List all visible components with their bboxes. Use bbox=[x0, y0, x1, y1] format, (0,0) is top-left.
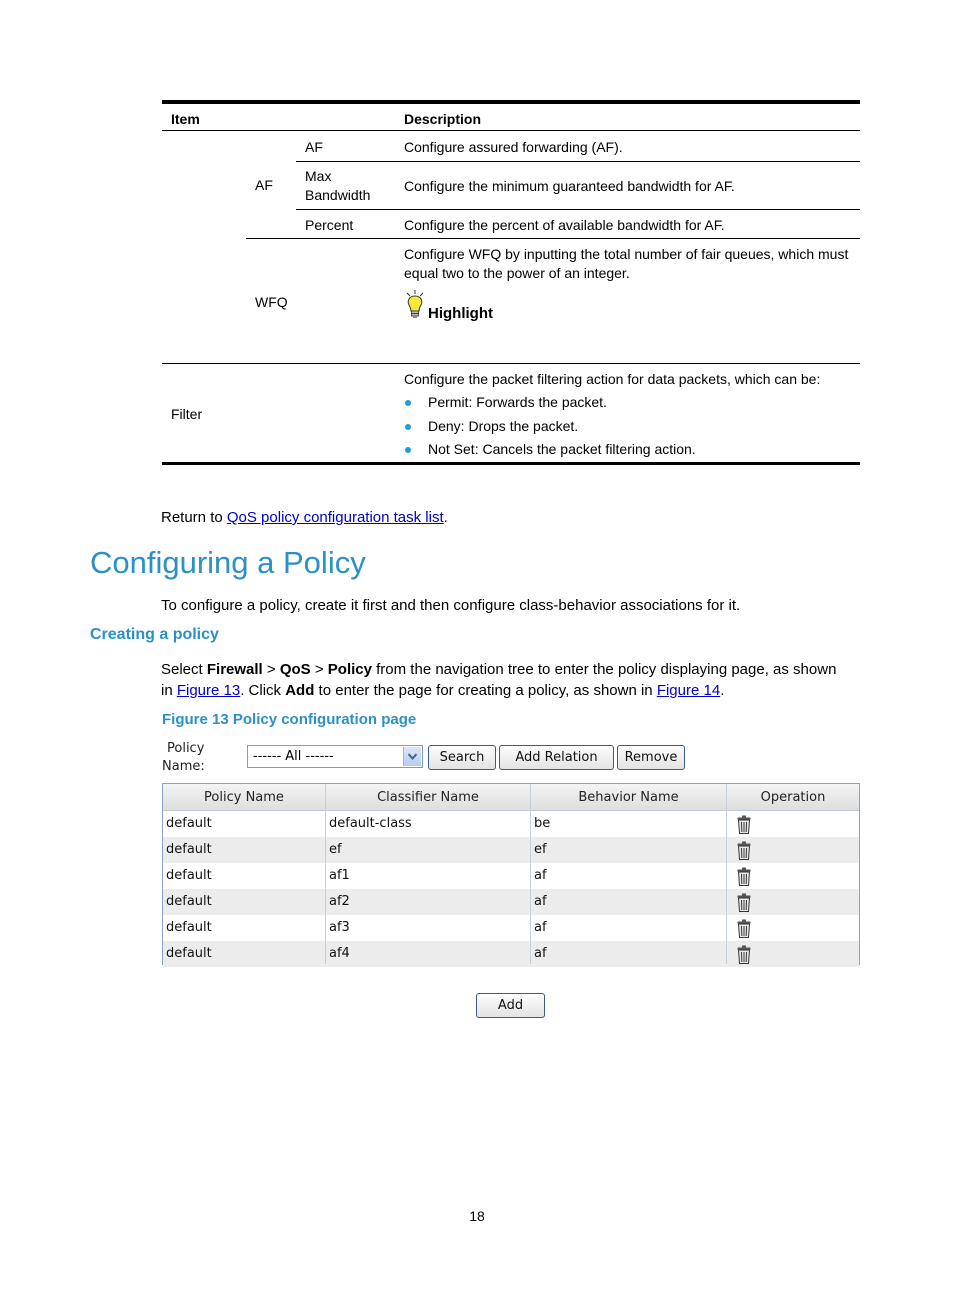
trash-icon[interactable] bbox=[737, 815, 751, 839]
max-bandwidth-item-line1: Max bbox=[305, 168, 332, 184]
wfq-desc-line1: Configure WFQ by inputting the total number of fair queues, which must bbox=[404, 246, 849, 262]
cell-behavior-name: af bbox=[534, 868, 547, 883]
cell-behavior-name: ef bbox=[534, 842, 547, 857]
bullet-dot bbox=[405, 424, 411, 430]
filter-bullet: Permit: Forwards the packet. bbox=[428, 394, 607, 410]
section-heading: Configuring a Policy bbox=[90, 545, 366, 580]
row-divider bbox=[296, 209, 860, 210]
table-row bbox=[163, 863, 859, 889]
cell-classifier-name: af3 bbox=[329, 920, 350, 935]
table-row bbox=[163, 941, 859, 967]
trash-icon[interactable] bbox=[737, 841, 751, 865]
cell-behavior-name: af bbox=[534, 946, 547, 961]
cell-policy-name: default bbox=[166, 816, 212, 831]
table-top-rule bbox=[162, 100, 860, 104]
page-number: 18 bbox=[469, 1208, 485, 1224]
filter-bullet: Deny: Drops the packet. bbox=[428, 418, 579, 434]
policy-table-header bbox=[163, 784, 859, 811]
return-line: Return to QoS policy configuration task list. bbox=[161, 509, 448, 526]
percent-item: Percent bbox=[305, 217, 354, 233]
column-header-operation: Operation bbox=[760, 790, 826, 805]
table-bottom-rule bbox=[162, 462, 860, 465]
task-list-link[interactable]: QoS policy configuration task list bbox=[226, 509, 444, 526]
wfq-label: WFQ bbox=[255, 294, 288, 310]
max-bandwidth-desc: Configure the minimum guaranteed bandwidth for AF. bbox=[404, 178, 735, 194]
wfq-desc-line2: equal two to the power of an integer. bbox=[404, 265, 630, 281]
table-header-rule bbox=[162, 130, 860, 131]
column-divider bbox=[530, 784, 531, 964]
policy-name-label-line1: Policy bbox=[167, 741, 205, 756]
chevron-down-icon[interactable] bbox=[403, 747, 421, 766]
figure14-link[interactable]: Figure 14 bbox=[656, 682, 721, 699]
add-relation-button[interactable]: Add Relation bbox=[499, 745, 614, 770]
policy-name-select[interactable]: ------ All ------ bbox=[247, 745, 423, 768]
column-header-behavior-name: Behavior Name bbox=[578, 790, 679, 805]
cell-policy-name: default bbox=[166, 920, 212, 935]
figure-caption: Figure 13 Policy configuration page bbox=[162, 711, 417, 728]
column-header-classifier-name: Classifier Name bbox=[377, 790, 479, 805]
filter-label: Filter bbox=[171, 406, 203, 422]
lightbulb-icon bbox=[404, 290, 426, 322]
figure13-link[interactable]: Figure 13 bbox=[176, 682, 241, 699]
policy-table bbox=[162, 783, 860, 965]
cell-behavior-name: af bbox=[534, 920, 547, 935]
column-header-policy-name: Policy Name bbox=[204, 790, 284, 805]
percent-desc: Configure the percent of available bandwidth for AF. bbox=[404, 217, 725, 233]
instructions-line2: in Figure 13. Click Add to enter the page for creating a policy, as shown in Figure 14. bbox=[161, 682, 725, 699]
remove-button[interactable]: Remove bbox=[617, 745, 685, 770]
cell-policy-name: default bbox=[166, 868, 212, 883]
max-bandwidth-item-line2: Bandwidth bbox=[305, 187, 371, 203]
cell-classifier-name: af1 bbox=[329, 868, 350, 883]
subsection-heading: Creating a policy bbox=[90, 626, 219, 643]
cell-classifier-name: ef bbox=[329, 842, 342, 857]
bullet-dot bbox=[405, 447, 411, 453]
cell-classifier-name: af2 bbox=[329, 894, 350, 909]
row-divider bbox=[162, 363, 860, 364]
trash-icon[interactable] bbox=[737, 945, 751, 969]
search-button[interactable]: Search bbox=[428, 745, 496, 770]
row-divider bbox=[296, 161, 860, 162]
table-row bbox=[163, 915, 859, 941]
cell-policy-name: default bbox=[166, 842, 212, 857]
instructions-line1: Select Firewall > QoS > Policy from the navigation tree to enter the policy displaying page, as shown bbox=[161, 661, 837, 678]
filter-bullet: Not Set: Cancels the packet filtering action. bbox=[428, 441, 696, 457]
cell-behavior-name: be bbox=[534, 816, 551, 831]
cell-behavior-name: af bbox=[534, 894, 547, 909]
column-divider bbox=[325, 784, 326, 964]
table-row bbox=[163, 837, 859, 863]
af-row-item: AF bbox=[305, 139, 323, 155]
af-group-label: AF bbox=[255, 177, 273, 193]
column-divider bbox=[726, 784, 727, 964]
intro-paragraph: To configure a policy, create it first and then configure class-behavior associations for it. bbox=[161, 597, 741, 614]
cell-policy-name: default bbox=[166, 894, 212, 909]
bullet-dot bbox=[405, 400, 411, 406]
trash-icon[interactable] bbox=[737, 867, 751, 891]
add-button[interactable]: Add bbox=[476, 993, 545, 1018]
table-row bbox=[163, 811, 859, 837]
cell-classifier-name: default-class bbox=[329, 816, 412, 831]
cell-policy-name: default bbox=[166, 946, 212, 961]
highlight-label: Highlight bbox=[428, 305, 493, 322]
table-header-item: Item bbox=[171, 111, 200, 127]
table-row bbox=[163, 889, 859, 915]
row-divider bbox=[246, 238, 860, 239]
table-header-description: Description bbox=[404, 111, 482, 127]
trash-icon[interactable] bbox=[737, 919, 751, 943]
trash-icon[interactable] bbox=[737, 893, 751, 917]
policy-name-label-line2: Name: bbox=[162, 759, 205, 774]
cell-classifier-name: af4 bbox=[329, 946, 350, 961]
filter-desc: Configure the packet filtering action for data packets, which can be: bbox=[404, 371, 821, 387]
af-row-desc: Configure assured forwarding (AF). bbox=[404, 139, 623, 155]
